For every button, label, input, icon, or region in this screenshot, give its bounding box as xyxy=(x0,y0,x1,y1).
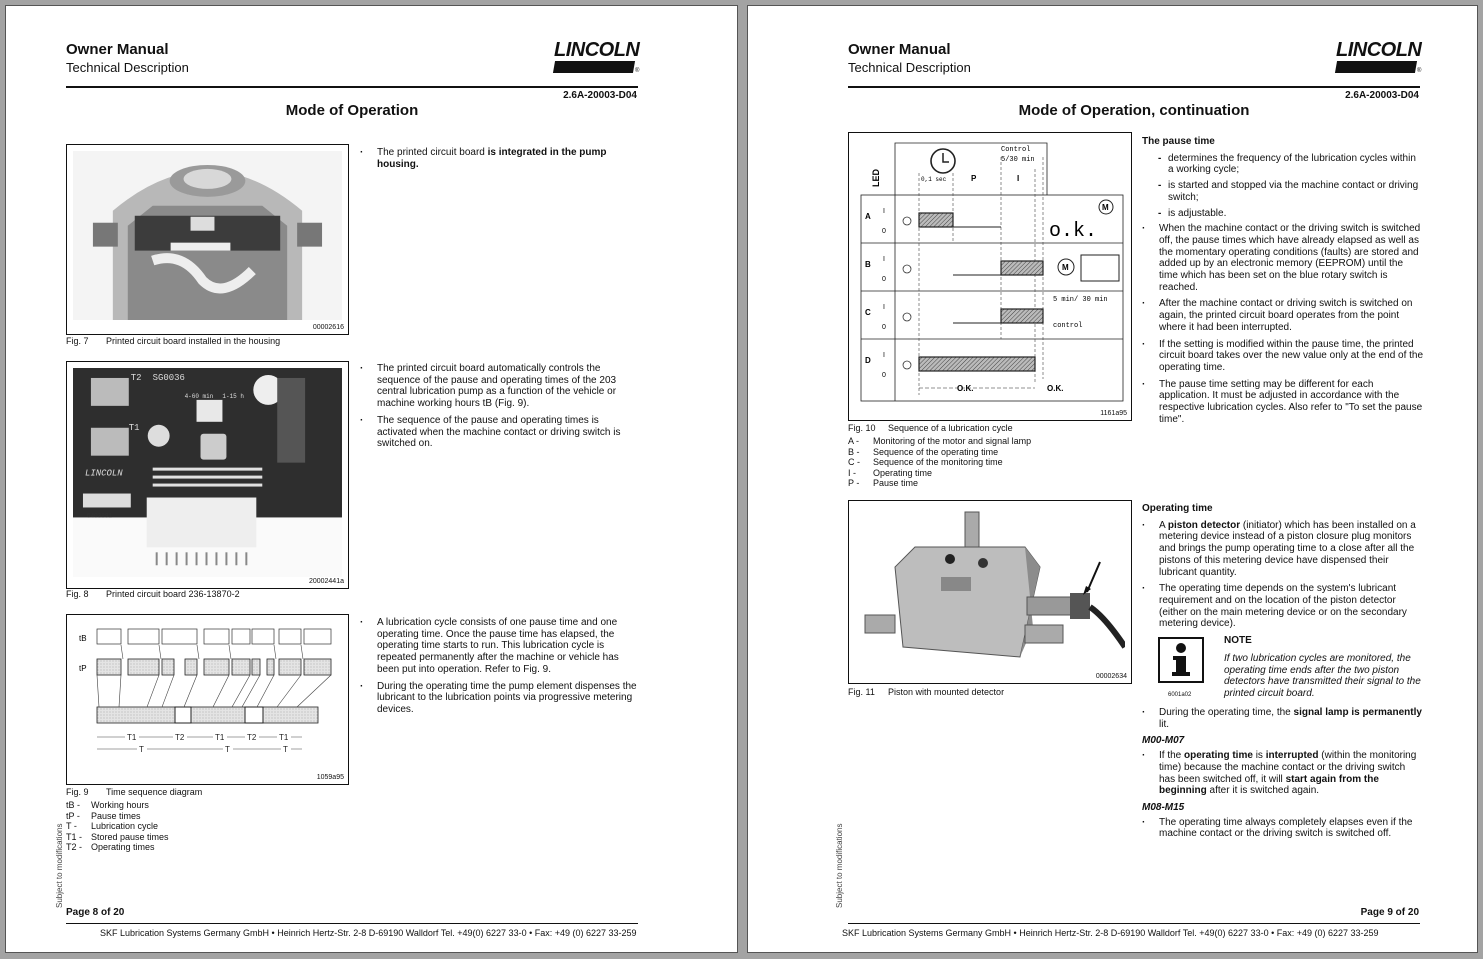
bullet-item xyxy=(360,147,640,170)
bullet-item: · If the setting is modified within the pause time, the printed circuit board takes over the new value only at the end of the operating time. xyxy=(1142,339,1424,374)
piston-detector-photo xyxy=(855,507,1125,672)
legend-item xyxy=(848,436,1031,447)
bullet-bold-text: interrupted xyxy=(1265,750,1319,762)
bullet-text: (within the monitoring time) because the machine contact or the driving switch has been switched off, it will xyxy=(1159,750,1417,785)
legend-item xyxy=(66,832,169,843)
lubrication-cycle-diagram xyxy=(849,133,1130,419)
span-label: T xyxy=(139,745,144,754)
control-label: Control xyxy=(1001,146,1031,154)
figure-10-code: 1161a95 xyxy=(1100,410,1127,417)
legend-text: Pause times xyxy=(91,810,141,821)
figure-9-number: Fig. 9 xyxy=(66,787,89,797)
row-d-label: D xyxy=(865,356,871,365)
right-page xyxy=(747,5,1478,953)
legend-key: P - xyxy=(848,478,860,488)
legend-item xyxy=(848,468,1031,479)
figure-9-code: 1059a95 xyxy=(316,774,344,781)
level-zero: 0 xyxy=(882,372,886,379)
control-caption: control xyxy=(1053,322,1083,330)
row-b-label: B xyxy=(865,260,871,269)
left-page xyxy=(5,5,738,953)
bullet-text: The printed circuit board xyxy=(377,147,488,158)
level-zero: 0 xyxy=(882,276,886,283)
board-label-brand: LINCOLN xyxy=(84,468,123,479)
page-number: Page 8 of 20 xyxy=(66,907,125,918)
span-label: T1 xyxy=(215,733,225,742)
level-zero: 0 xyxy=(882,324,886,331)
time-sequence-diagram xyxy=(67,615,347,783)
span-label: T2 xyxy=(175,733,185,742)
figure-11-title: Piston with mounted detector xyxy=(888,687,1005,697)
note-title: NOTE xyxy=(1224,635,1252,647)
section-title: Mode of Operation xyxy=(285,102,419,119)
operating-time-heading: Operating time xyxy=(1142,503,1213,514)
legend-item xyxy=(66,821,169,832)
legend-item xyxy=(66,842,169,853)
legend-key: A - xyxy=(848,436,860,446)
bullet-text: (initiator) which has been installed on a metering device instead of a piston closure plug monitors and brings the pump operating time to a close after all the pistons of this metering device have dispensed their lubricant quantity. xyxy=(1159,519,1416,578)
doc-number: 2.6A-20003-D04 xyxy=(1345,90,1419,101)
logo-bar xyxy=(1335,61,1417,73)
legend-text: Pause time xyxy=(873,478,919,488)
level-one: I xyxy=(883,208,885,215)
manual-title: Owner Manual xyxy=(66,41,169,58)
pause-time-heading: The pause time xyxy=(1142,136,1215,147)
bullet-item: · During the operating time the pump element dispenses the lubricant to the lubrication points via progressive metering devices. xyxy=(360,681,642,716)
figure-7-caption xyxy=(66,336,280,346)
led-label: LED xyxy=(871,169,881,187)
note-text: If two lubrication cycles are monitored, the operating time ends after the two piston detectors have transmitted their signal to the printed circuit board. xyxy=(1224,653,1421,700)
ok-status-label: o.k. xyxy=(1049,220,1098,243)
bullet-item xyxy=(1142,750,1424,797)
note-box xyxy=(1142,635,1424,703)
working-hours-row xyxy=(97,629,331,644)
logo-text: LINCOLN xyxy=(554,39,640,61)
section-title: Mode of Operation, continuation xyxy=(1018,102,1250,119)
header-rule xyxy=(66,86,638,88)
control-time-label: 5/30 min xyxy=(1001,156,1035,164)
operating-time-section xyxy=(1142,503,1424,845)
bullet-item xyxy=(1142,520,1424,579)
bullet-text: A xyxy=(1159,519,1168,531)
board-label-range1: 4-60 min xyxy=(184,392,214,400)
bullet-text: after it is switched again. xyxy=(1206,785,1320,797)
paragraph-control xyxy=(360,363,640,455)
ok-span-label: O.K. xyxy=(957,384,974,393)
level-one: I xyxy=(883,304,885,311)
figure-9-legend xyxy=(66,800,169,853)
manual-subtitle: Technical Description xyxy=(66,60,189,75)
legend-key: B - xyxy=(848,446,860,457)
span-label: T1 xyxy=(127,733,137,742)
company-footer: SKF Lubrication Systems Germany GmbH • Heinrich Hertz-Str. 2-8 D-69190 Walldorf Tel. +49(0) 6227 33-0 • Fax: +49 (0) 6227 33-259 xyxy=(842,928,1379,938)
figure-10-diagram xyxy=(848,132,1132,421)
page-number: Page 9 of 20 xyxy=(1360,907,1419,918)
manual-subtitle: Technical Description xyxy=(848,60,971,75)
figure-8-caption xyxy=(66,589,240,599)
row-a-label: A xyxy=(865,212,871,221)
row-c-label: C xyxy=(865,308,871,317)
legend-item xyxy=(848,447,1031,458)
bullet-bold-text: piston detector xyxy=(1167,519,1241,531)
note-icon-code: 6001a02 xyxy=(1168,692,1192,699)
bullet-item: · The operating time always completely elapses even if the machine contact or the driving switch is switched off. xyxy=(1142,817,1424,840)
dash-item: - is started and stopped via the machine contact or driving switch; xyxy=(1142,180,1424,203)
level-zero: 0 xyxy=(882,228,886,235)
legend-item xyxy=(848,478,1031,489)
legend-key: tP - xyxy=(66,810,80,821)
legend-key: T - xyxy=(66,821,77,831)
logo-text: LINCOLN xyxy=(1336,39,1422,61)
figure-10-legend xyxy=(848,436,1031,489)
operating-label: I xyxy=(1017,174,1020,183)
cycle-row xyxy=(97,707,318,723)
lamp-icons xyxy=(903,217,911,369)
bullet-item: · The operating time depends on the system's lubricant requirement and on the location of the piston detector (either on the main metering device or on the secondary metering device). xyxy=(1142,583,1424,630)
legend-key: T1 - xyxy=(66,831,83,842)
logo-bar xyxy=(553,61,635,73)
legend-key: I - xyxy=(848,467,856,478)
subject-to-modifications-note: Subject to modifications xyxy=(835,823,844,908)
legend-text: Working hours xyxy=(91,800,149,810)
figure-7-title: Printed circuit board installed in the housing xyxy=(106,336,281,346)
bullet-item: · The printed circuit board automatically controls the sequence of the pause and operating times of the 203 central lubrication pump as a function of the vehicle or machine working hours tB (Fig. 9). xyxy=(360,363,640,410)
bullet-item: · The sequence of the pause and operating times is activated when the machine contact or driving switch is switched on. xyxy=(360,415,640,450)
model-range-heading: M00-M07 xyxy=(1142,735,1185,747)
board-label-range2: 1-15 h xyxy=(222,392,244,400)
short-time-label: 0,1 sec xyxy=(921,176,947,183)
bullet-item: · After the machine contact or driving switch is switched on again, the printed circuit board operates from the point where it had been interrupted. xyxy=(1142,298,1424,333)
figure-10-caption xyxy=(848,423,1013,433)
figure-11-code: 00002634 xyxy=(1095,673,1127,680)
bullet-item: · When the machine contact or the driving switch is switched off, the pause times which have already elapsed as well as the momentary operating conditions (faults) are stored and added up by an electronic memory (EEPROM) until the time which has been set on the blue rotary switch is reached. xyxy=(1142,223,1424,293)
figure-10-title: Sequence of a lubrication cycle xyxy=(888,423,1013,433)
not-ok-span-label: O.K. xyxy=(1047,384,1064,393)
figure-9-title: Time sequence diagram xyxy=(106,787,203,797)
bullet-bold-text: operating time xyxy=(1184,750,1253,762)
row-label-tb: tB xyxy=(79,634,87,643)
circuit-board-photo xyxy=(73,368,342,577)
bullet-item xyxy=(1142,707,1424,730)
company-footer: SKF Lubrication Systems Germany GmbH • Heinrich Hertz-Str. 2-8 D-69190 Walldorf Tel. +49(0) 6227 33-0 • Fax: +49 (0) 6227 33-259 xyxy=(100,928,637,938)
legend-key: T2 - xyxy=(66,842,83,852)
legend-key: C - xyxy=(848,457,860,467)
span-label: T1 xyxy=(279,733,289,742)
legend-item xyxy=(848,457,1031,468)
figure-11-photo xyxy=(848,500,1132,684)
model-range-heading: M08-M15 xyxy=(1142,801,1185,813)
level-one: I xyxy=(883,256,885,263)
legend-item xyxy=(66,811,169,822)
row-label-tp: tP xyxy=(79,664,87,673)
motor-symbol: M xyxy=(1102,203,1109,212)
figure-7-photo xyxy=(66,144,349,335)
figure-11-caption xyxy=(848,687,1004,697)
board-label-sg: SG0036 xyxy=(152,372,185,383)
level-one: I xyxy=(883,352,885,359)
registered-mark: ® xyxy=(1417,68,1422,74)
span-label: T xyxy=(225,745,230,754)
legend-text: Operating times xyxy=(91,842,155,852)
span-label: T2 xyxy=(247,733,257,742)
figure-8-code: 20002441a xyxy=(308,578,344,585)
bullet-text: lit. xyxy=(1159,718,1169,730)
legend-text: Sequence of the monitoring time xyxy=(873,457,1003,467)
legend-text: Monitoring of the motor and signal lamp xyxy=(873,436,1032,446)
figure-8-number: Fig. 8 xyxy=(66,589,89,599)
figure-8-title: Printed circuit board 236-13870-2 xyxy=(106,589,240,599)
figure-9-caption xyxy=(66,787,202,797)
legend-item xyxy=(66,800,169,811)
bullet-text: During the operating time, the xyxy=(1159,707,1294,719)
pause-time-section xyxy=(1142,136,1424,430)
subject-to-modifications-note: Subject to modifications xyxy=(55,823,64,908)
info-icon xyxy=(1158,637,1204,683)
pause-label: P xyxy=(971,174,977,183)
bullet-text: If the xyxy=(1159,750,1185,762)
pump-housing-photo xyxy=(73,151,342,320)
legend-text: Stored pause times xyxy=(91,831,169,842)
legend-key: tB - xyxy=(66,800,81,810)
figure-8-photo xyxy=(66,361,349,589)
figure-7-code: 00002616 xyxy=(312,324,344,331)
monitor-time-label: 5 min/ 30 min xyxy=(1053,296,1108,304)
pause-times-row xyxy=(97,659,331,675)
bullet-item: · A lubrication cycle consists of one pause time and one operating time. Once the pause time has elapsed, the operating time starts to run. This lubrication cycle is repeated permanently after the machine or vehicle has been put into operation. Refer to Fig. 9. xyxy=(360,617,642,676)
paragraph-integration xyxy=(360,147,640,175)
legend-text: Operating time xyxy=(873,467,933,478)
board-label-t2: T2 xyxy=(130,372,142,383)
registered-mark: ® xyxy=(635,68,640,74)
board-label-pn: 6403891 xyxy=(86,512,113,520)
dash-item: - is adjustable. xyxy=(1142,208,1424,220)
footer-rule xyxy=(66,923,638,924)
figure-7-number: Fig. 7 xyxy=(66,336,89,346)
header-rule xyxy=(848,86,1420,88)
lincoln-logo xyxy=(554,40,640,78)
board-label-t1: T1 xyxy=(128,422,140,433)
legend-text: Sequence of the operating time xyxy=(873,446,999,457)
legend-text: Lubrication cycle xyxy=(91,821,159,831)
bullet-bold-text: start again from the beginning xyxy=(1159,773,1379,797)
figure-11-number: Fig. 11 xyxy=(848,687,875,697)
dash-item: - determines the frequency of the lubrication cycles within a working cycle; xyxy=(1142,153,1424,176)
span-label: T xyxy=(283,745,288,754)
bullet-bold-text: signal lamp is permanently xyxy=(1293,707,1422,719)
paragraph-cycle xyxy=(360,617,642,721)
bullet-bold-text: is integrated in the pump housing. xyxy=(377,147,607,170)
lincoln-logo xyxy=(1336,40,1422,78)
manual-title: Owner Manual xyxy=(848,41,951,58)
footer-rule xyxy=(848,923,1420,924)
figure-10-number: Fig. 10 xyxy=(848,423,876,433)
bullet-text: is xyxy=(1252,750,1266,762)
motor-symbol: M xyxy=(1062,263,1069,272)
bullet-item: · The pause time setting may be different for each application. It must be adjusted in accordance with the respective lubrication cycles. Also refer to "To set the pause time". xyxy=(1142,379,1424,426)
figure-9-diagram xyxy=(66,614,349,785)
doc-number: 2.6A-20003-D04 xyxy=(563,90,637,101)
